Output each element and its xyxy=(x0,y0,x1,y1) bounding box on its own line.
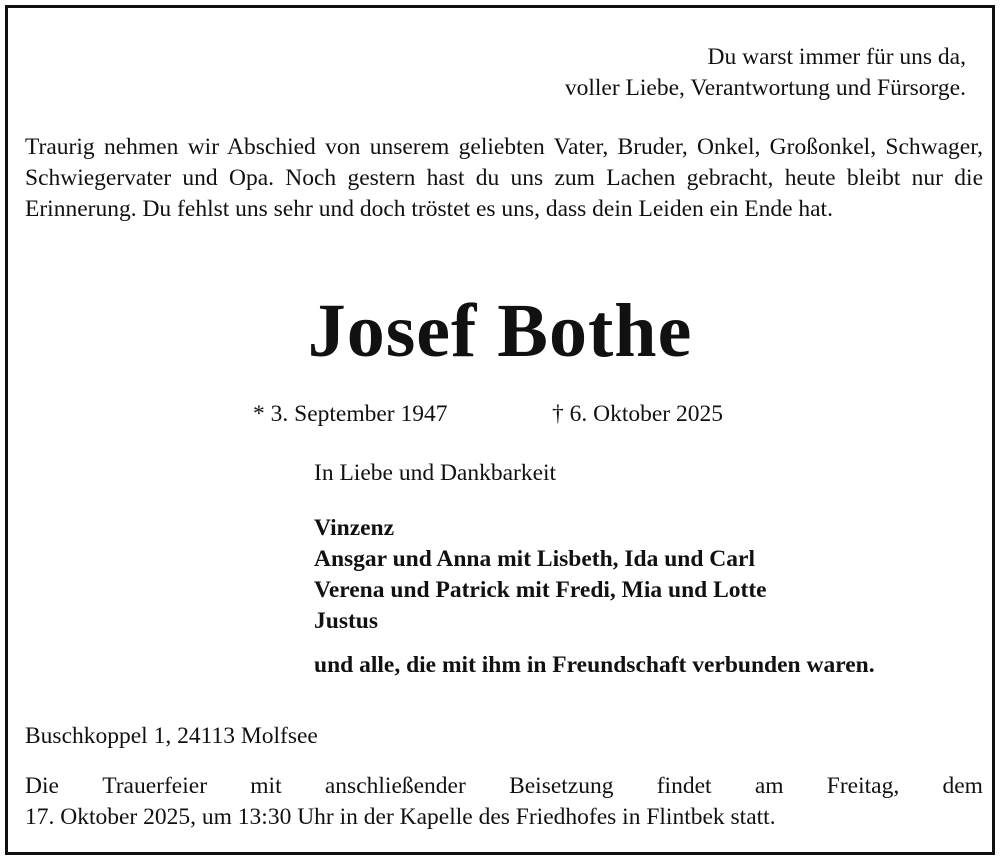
motto-quote xyxy=(565,42,966,104)
funeral-word: Beisetzung xyxy=(509,773,614,799)
mourner-entry: Verena und Patrick mit Fredi, Mia und Lotte xyxy=(314,577,767,603)
death-date: † 6. Oktober 2025 xyxy=(552,401,724,427)
funeral-line-2: 17. Oktober 2025, um 13:30 Uhr in der Kapelle des Friedhofes in Flintbek statt. xyxy=(25,804,776,830)
intro-paragraph: Traurig nehmen wir Abschied von unserem geliebten Vater, Bruder, Onkel, Großonkel, Schwager, Schwiegervater und Opa. Noch gestern hast du uns zum Lachen gebracht, heute bleibt nur die Erinnerung. Du fehlst uns sehr und doch tröstet es uns, dass dein Leiden ein Ende hat. xyxy=(25,134,983,222)
funeral-info xyxy=(25,771,983,833)
mourner-entry: Ansgar und Anna mit Lisbeth, Ida und Carl xyxy=(314,546,755,572)
motto-line: Du warst immer für uns da, xyxy=(707,44,966,70)
funeral-line-1 xyxy=(25,771,983,802)
funeral-word: dem xyxy=(942,773,983,799)
mourner-entry: Vinzenz xyxy=(314,515,395,541)
funeral-word: Trauerfeier xyxy=(102,773,208,799)
mourner-entry: Justus xyxy=(314,608,379,634)
funeral-word: anschließender xyxy=(324,773,466,799)
funeral-word: Freitag, xyxy=(826,773,900,799)
greeting-text: In Liebe und Dankbarkeit xyxy=(314,460,557,486)
obituary-notice xyxy=(5,5,995,855)
funeral-word: Die xyxy=(25,773,59,799)
funeral-word: mit xyxy=(250,773,282,799)
closing-line: und alle, die mit ihm in Freundschaft verbunden waren. xyxy=(314,652,875,678)
motto-line: voller Liebe, Verantwortung und Fürsorge. xyxy=(564,75,966,101)
mourners-list xyxy=(314,513,767,637)
deceased-name: Josef Bothe xyxy=(307,289,693,373)
address: Buschkoppel 1, 24113 Molfsee xyxy=(25,723,318,749)
funeral-word: am xyxy=(754,773,784,799)
birth-date: * 3. September 1947 xyxy=(253,401,448,427)
funeral-word: findet xyxy=(656,773,712,799)
